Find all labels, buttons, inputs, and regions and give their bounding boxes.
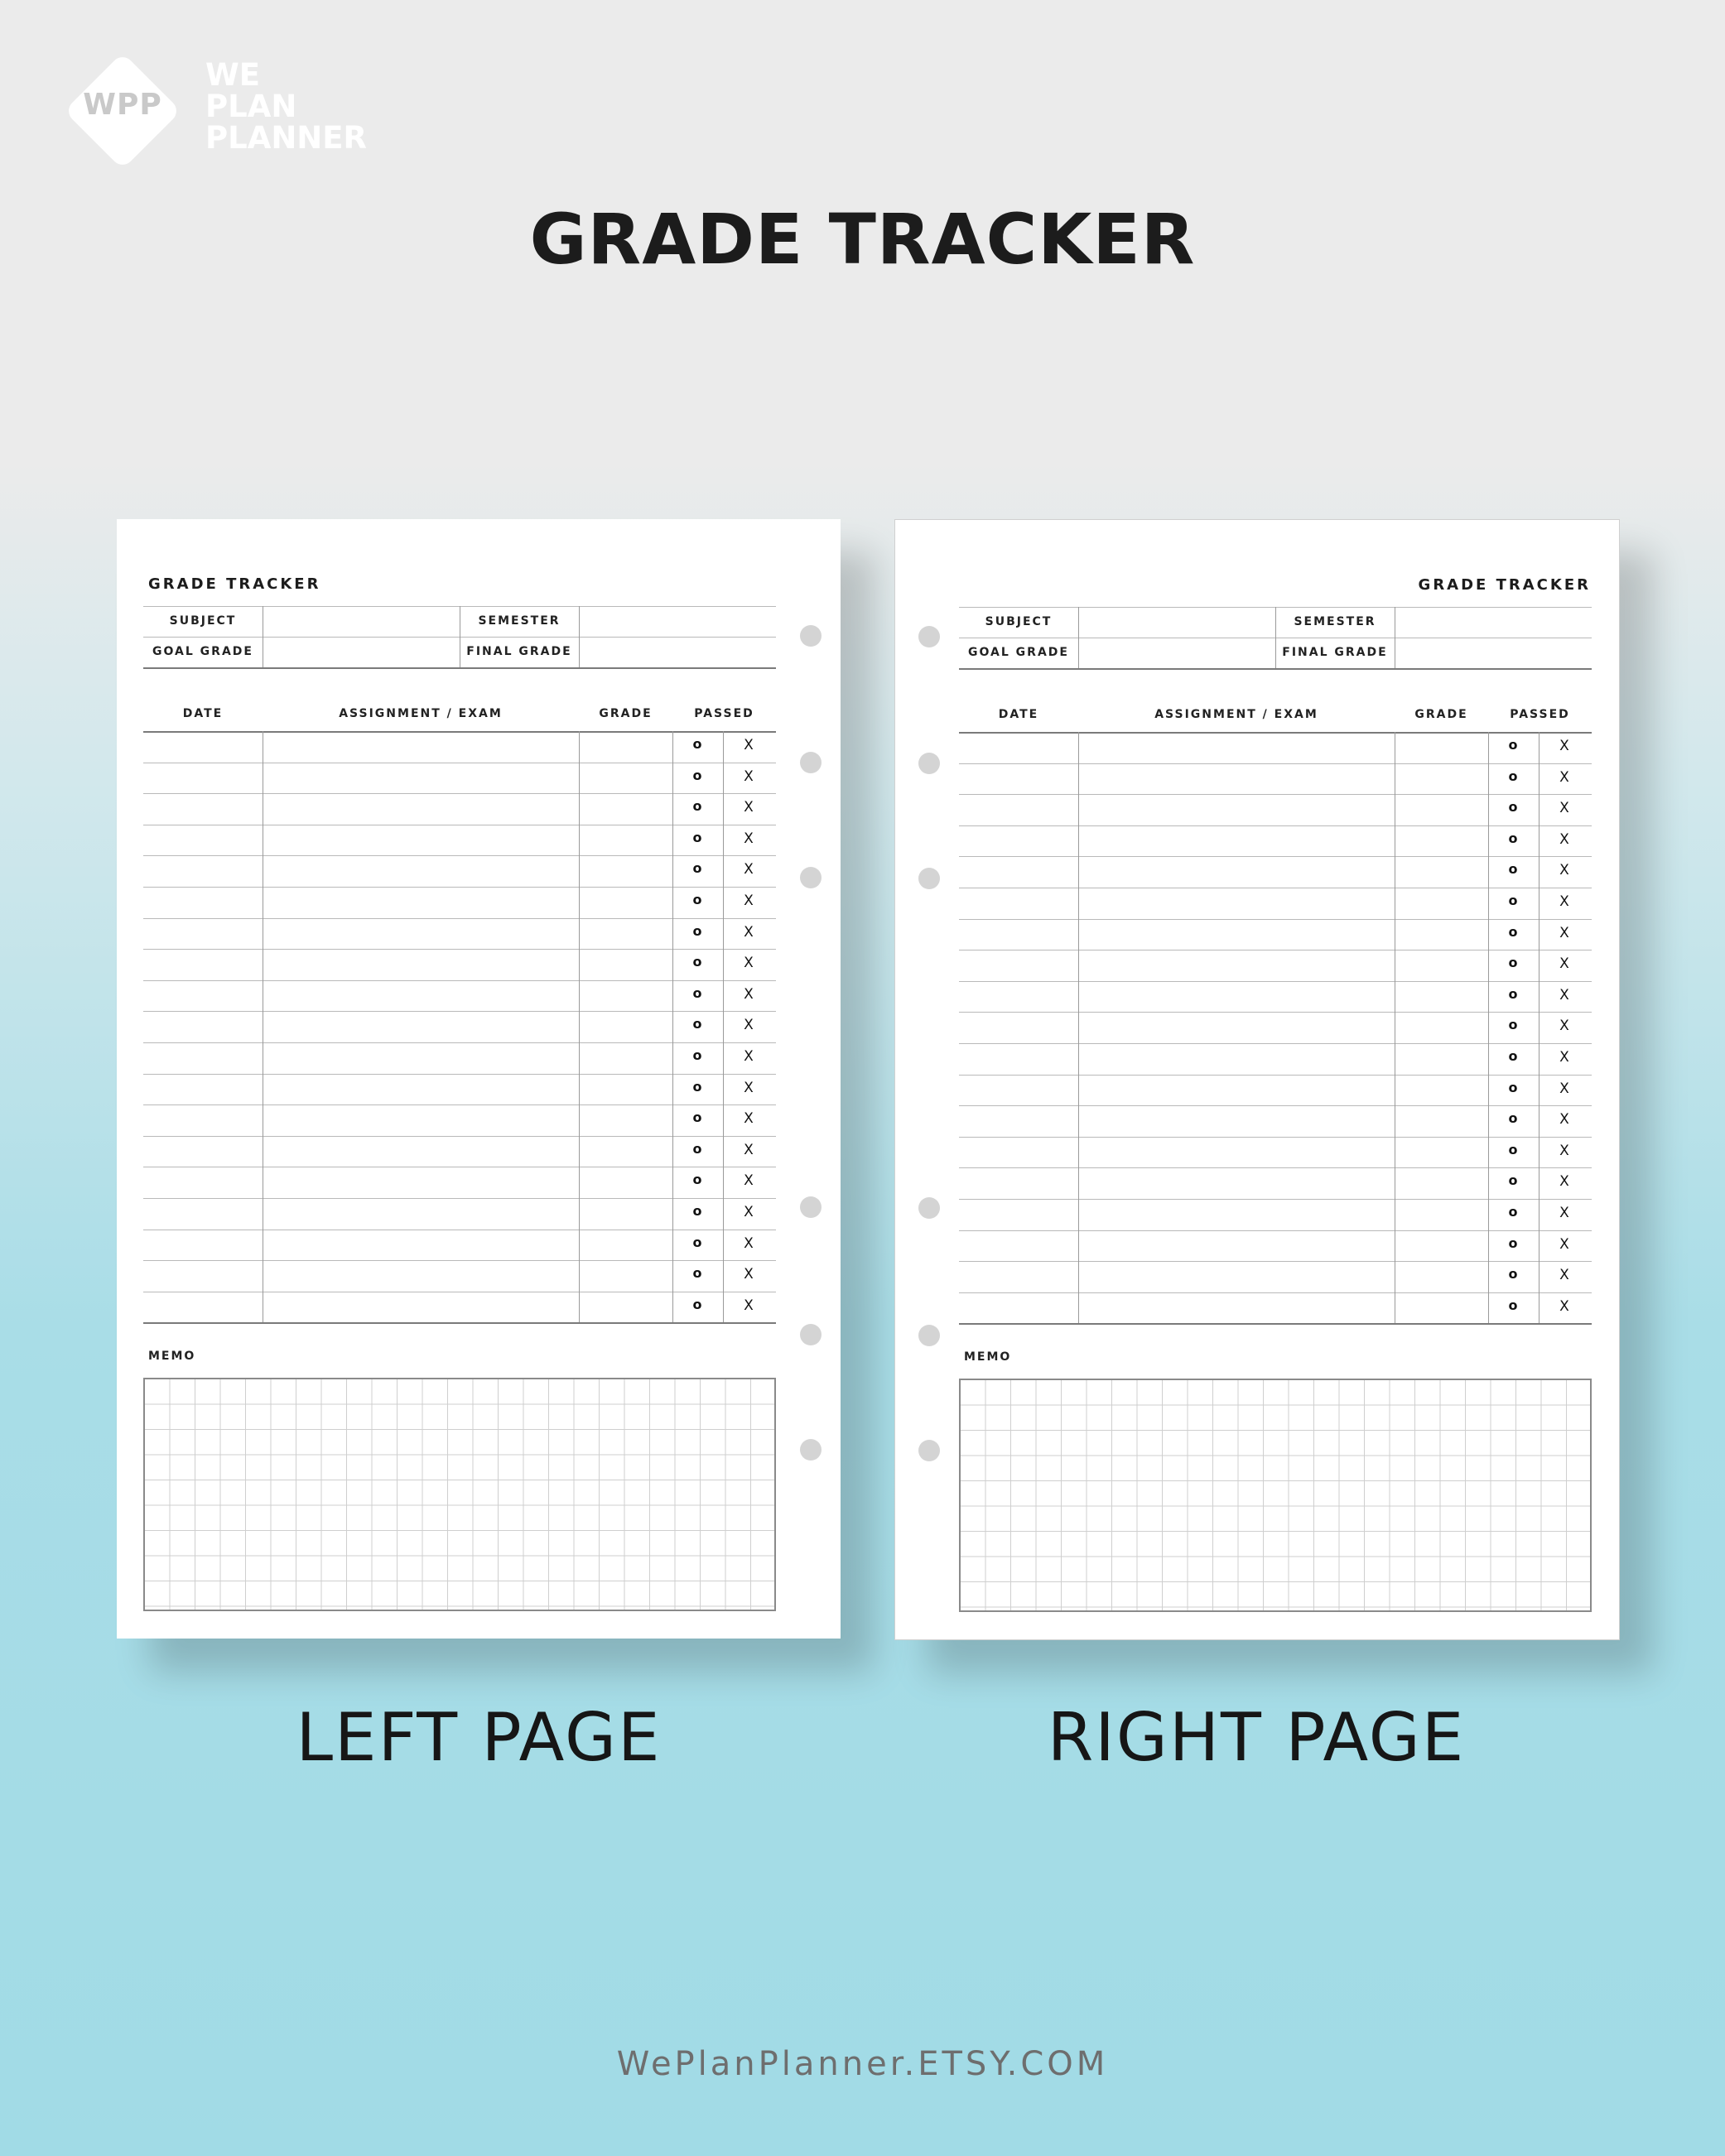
brand-logo	[65, 53, 368, 177]
pass-mark: o	[692, 954, 702, 970]
table-row-divider	[959, 1012, 1592, 1013]
table-column-divider	[672, 731, 673, 1322]
pass-mark: o	[692, 984, 702, 1001]
logo-line-2: PLAN	[205, 89, 297, 124]
divider	[1078, 607, 1079, 668]
date-column-header: DATE	[998, 708, 1039, 721]
logo-line-3: PLANNER	[205, 120, 368, 156]
table-top-border	[143, 731, 776, 733]
pass-mark: o	[1508, 1234, 1518, 1251]
fail-mark: X	[744, 799, 754, 816]
pass-mark: o	[692, 829, 702, 845]
fail-mark: X	[1559, 924, 1569, 941]
fail-mark: X	[744, 1141, 754, 1158]
pass-mark: o	[692, 798, 702, 815]
fail-mark: X	[1559, 768, 1569, 786]
fail-mark: X	[1559, 1080, 1569, 1097]
binder-hole-icon	[800, 1196, 822, 1218]
sheet-title: GRADE TRACKER	[148, 575, 321, 593]
assignment-column-header: ASSIGNMENT / EXAM	[1154, 708, 1318, 721]
binder-hole-icon	[800, 625, 822, 647]
passed-column-header: PASSED	[694, 707, 754, 720]
fail-mark: X	[1559, 830, 1569, 848]
binder-hole-icon	[800, 1324, 822, 1345]
binder-hole-icon	[918, 868, 940, 889]
table-row-divider	[143, 793, 776, 794]
fail-mark: X	[1559, 1018, 1569, 1035]
fail-mark: X	[744, 1048, 754, 1065]
table-column-divider	[1078, 732, 1079, 1323]
fail-mark: X	[1559, 1173, 1569, 1191]
binder-hole-icon	[918, 1440, 940, 1461]
fail-mark: X	[1559, 1049, 1569, 1066]
binder-hole-icon	[918, 1197, 940, 1219]
footer-url: WePlanPlanner.ETSY.COM	[616, 2045, 1109, 2083]
right-page-sheet	[894, 519, 1620, 1640]
pass-mark: o	[692, 1109, 702, 1126]
table-row-divider	[143, 949, 776, 950]
date-column-header: DATE	[182, 707, 224, 720]
pass-mark: o	[1508, 1204, 1518, 1220]
table-row-divider	[959, 825, 1592, 826]
table-row-divider	[143, 1136, 776, 1137]
subject-label: SUBJECT	[169, 614, 237, 628]
fail-mark: X	[744, 1234, 754, 1252]
table-row-divider	[959, 981, 1592, 982]
pass-mark: o	[1508, 1079, 1518, 1095]
left-page-sheet	[117, 519, 841, 1639]
table-row-divider	[959, 1199, 1592, 1200]
fail-mark: X	[1559, 1235, 1569, 1253]
fail-mark: X	[744, 1110, 754, 1128]
fail-mark: X	[1559, 800, 1569, 817]
table-row-divider	[959, 794, 1592, 795]
fail-mark: X	[1559, 1297, 1569, 1315]
logo-wordmark	[205, 57, 368, 156]
fail-mark: X	[1559, 1205, 1569, 1221]
pass-mark: o	[1508, 768, 1518, 784]
memo-label: MEMO	[964, 1350, 1012, 1364]
fail-mark: X	[744, 1017, 754, 1034]
pass-mark: o	[1508, 1266, 1518, 1283]
pass-mark: o	[1508, 861, 1518, 878]
semester-label: SEMESTER	[1294, 615, 1376, 628]
fail-mark: X	[1559, 1267, 1569, 1284]
binder-hole-icon	[918, 1325, 940, 1346]
fail-mark: X	[744, 768, 754, 785]
fail-mark: X	[744, 985, 754, 1003]
logo-mark: WPP	[83, 88, 162, 122]
table-row-divider	[959, 1075, 1592, 1076]
pass-mark: o	[1508, 1017, 1518, 1033]
semester-label: SEMESTER	[478, 614, 561, 628]
table-row-divider	[959, 1043, 1592, 1044]
table-row-divider	[143, 1011, 776, 1012]
divider	[959, 668, 1592, 670]
pass-mark: o	[1508, 1297, 1518, 1313]
pass-mark: o	[692, 1047, 702, 1063]
grade-column-header: GRADE	[599, 707, 653, 720]
pass-mark: o	[692, 1140, 702, 1157]
binder-hole-icon	[800, 1439, 822, 1461]
left-page-label: LEFT PAGE	[296, 1699, 662, 1776]
fail-mark: X	[1559, 862, 1569, 879]
fail-mark: X	[1559, 893, 1569, 910]
pass-mark: o	[692, 1265, 702, 1282]
table-row-divider	[143, 1104, 776, 1105]
fail-mark: X	[1559, 1142, 1569, 1159]
logo-line-1: WE	[205, 57, 261, 93]
table-bottom-border	[959, 1323, 1592, 1325]
fail-mark: X	[1559, 738, 1569, 754]
pass-mark: o	[1508, 1172, 1518, 1189]
pass-mark: o	[692, 736, 702, 752]
pass-mark: o	[1508, 737, 1518, 753]
table-row-divider	[959, 1167, 1592, 1168]
divider	[579, 606, 580, 667]
pass-mark: o	[692, 1078, 702, 1095]
pass-mark: o	[1508, 955, 1518, 971]
memo-grid	[143, 1378, 776, 1611]
table-row-divider	[143, 1042, 776, 1043]
table-bottom-border	[143, 1322, 776, 1324]
pass-mark: o	[1508, 1141, 1518, 1157]
final-grade-label: FINAL GRADE	[1282, 646, 1388, 659]
fail-mark: X	[744, 1297, 754, 1314]
fail-mark: X	[744, 861, 754, 878]
table-top-border	[959, 732, 1592, 734]
passed-column-header: PASSED	[1510, 708, 1570, 721]
table-row-divider	[143, 1074, 776, 1075]
table-row-divider	[959, 856, 1592, 857]
memo-grid	[959, 1379, 1592, 1612]
table-row-divider	[143, 1260, 776, 1261]
fail-mark: X	[744, 923, 754, 941]
binder-hole-icon	[918, 626, 940, 647]
table-row-divider	[959, 1230, 1592, 1231]
assignment-column-header: ASSIGNMENT / EXAM	[339, 707, 503, 720]
fail-mark: X	[1559, 1111, 1569, 1129]
table-column-divider	[579, 731, 580, 1322]
fail-mark: X	[744, 1266, 754, 1283]
fail-mark: X	[744, 1079, 754, 1096]
pass-mark: o	[1508, 985, 1518, 1002]
pass-mark: o	[1508, 1110, 1518, 1127]
sheet-title: GRADE TRACKER	[1418, 576, 1591, 594]
pass-mark: o	[1508, 923, 1518, 940]
pass-mark: o	[1508, 799, 1518, 816]
pass-mark: o	[692, 892, 702, 907]
fail-mark: X	[1559, 955, 1569, 973]
binder-hole-icon	[800, 867, 822, 888]
table-column-divider	[723, 731, 724, 1322]
pass-mark: o	[692, 922, 702, 939]
divider	[143, 667, 776, 669]
goal-grade-label: GOAL GRADE	[968, 646, 1069, 659]
fail-mark: X	[1559, 986, 1569, 1003]
table-row-divider	[959, 1292, 1592, 1293]
pass-mark: o	[692, 1203, 702, 1219]
pass-mark: o	[1508, 830, 1518, 846]
fail-mark: X	[744, 1204, 754, 1220]
goal-grade-label: GOAL GRADE	[152, 645, 253, 658]
fail-mark: X	[744, 737, 754, 753]
pass-mark: o	[692, 1296, 702, 1312]
table-row-divider	[959, 763, 1592, 764]
fail-mark: X	[744, 1172, 754, 1190]
pass-mark: o	[692, 1172, 702, 1188]
pass-mark: o	[692, 860, 702, 877]
table-row-divider	[959, 1137, 1592, 1138]
table-row-divider	[143, 887, 776, 888]
right-page-label: RIGHT PAGE	[1047, 1699, 1466, 1776]
fail-mark: X	[744, 893, 754, 909]
pass-mark: o	[692, 1016, 702, 1032]
table-row-divider	[959, 1105, 1592, 1106]
final-grade-label: FINAL GRADE	[466, 645, 572, 658]
pass-mark: o	[1508, 1048, 1518, 1064]
binder-hole-icon	[918, 753, 940, 774]
pass-mark: o	[692, 1234, 702, 1250]
memo-label: MEMO	[148, 1350, 196, 1364]
fail-mark: X	[744, 955, 754, 972]
table-row-divider	[143, 855, 776, 856]
table-row-divider	[143, 1198, 776, 1199]
binder-hole-icon	[800, 752, 822, 773]
grade-column-header: GRADE	[1414, 708, 1468, 721]
fail-mark: X	[744, 830, 754, 847]
pass-mark: o	[692, 767, 702, 783]
table-row-divider	[959, 919, 1592, 920]
table-row-divider	[143, 918, 776, 919]
main-title: GRADE TRACKER	[529, 199, 1196, 280]
pass-mark: o	[1508, 893, 1518, 908]
subject-label: SUBJECT	[985, 615, 1053, 628]
table-column-divider	[1488, 732, 1489, 1323]
table-row-divider	[143, 980, 776, 981]
table-row-divider	[959, 1261, 1592, 1262]
